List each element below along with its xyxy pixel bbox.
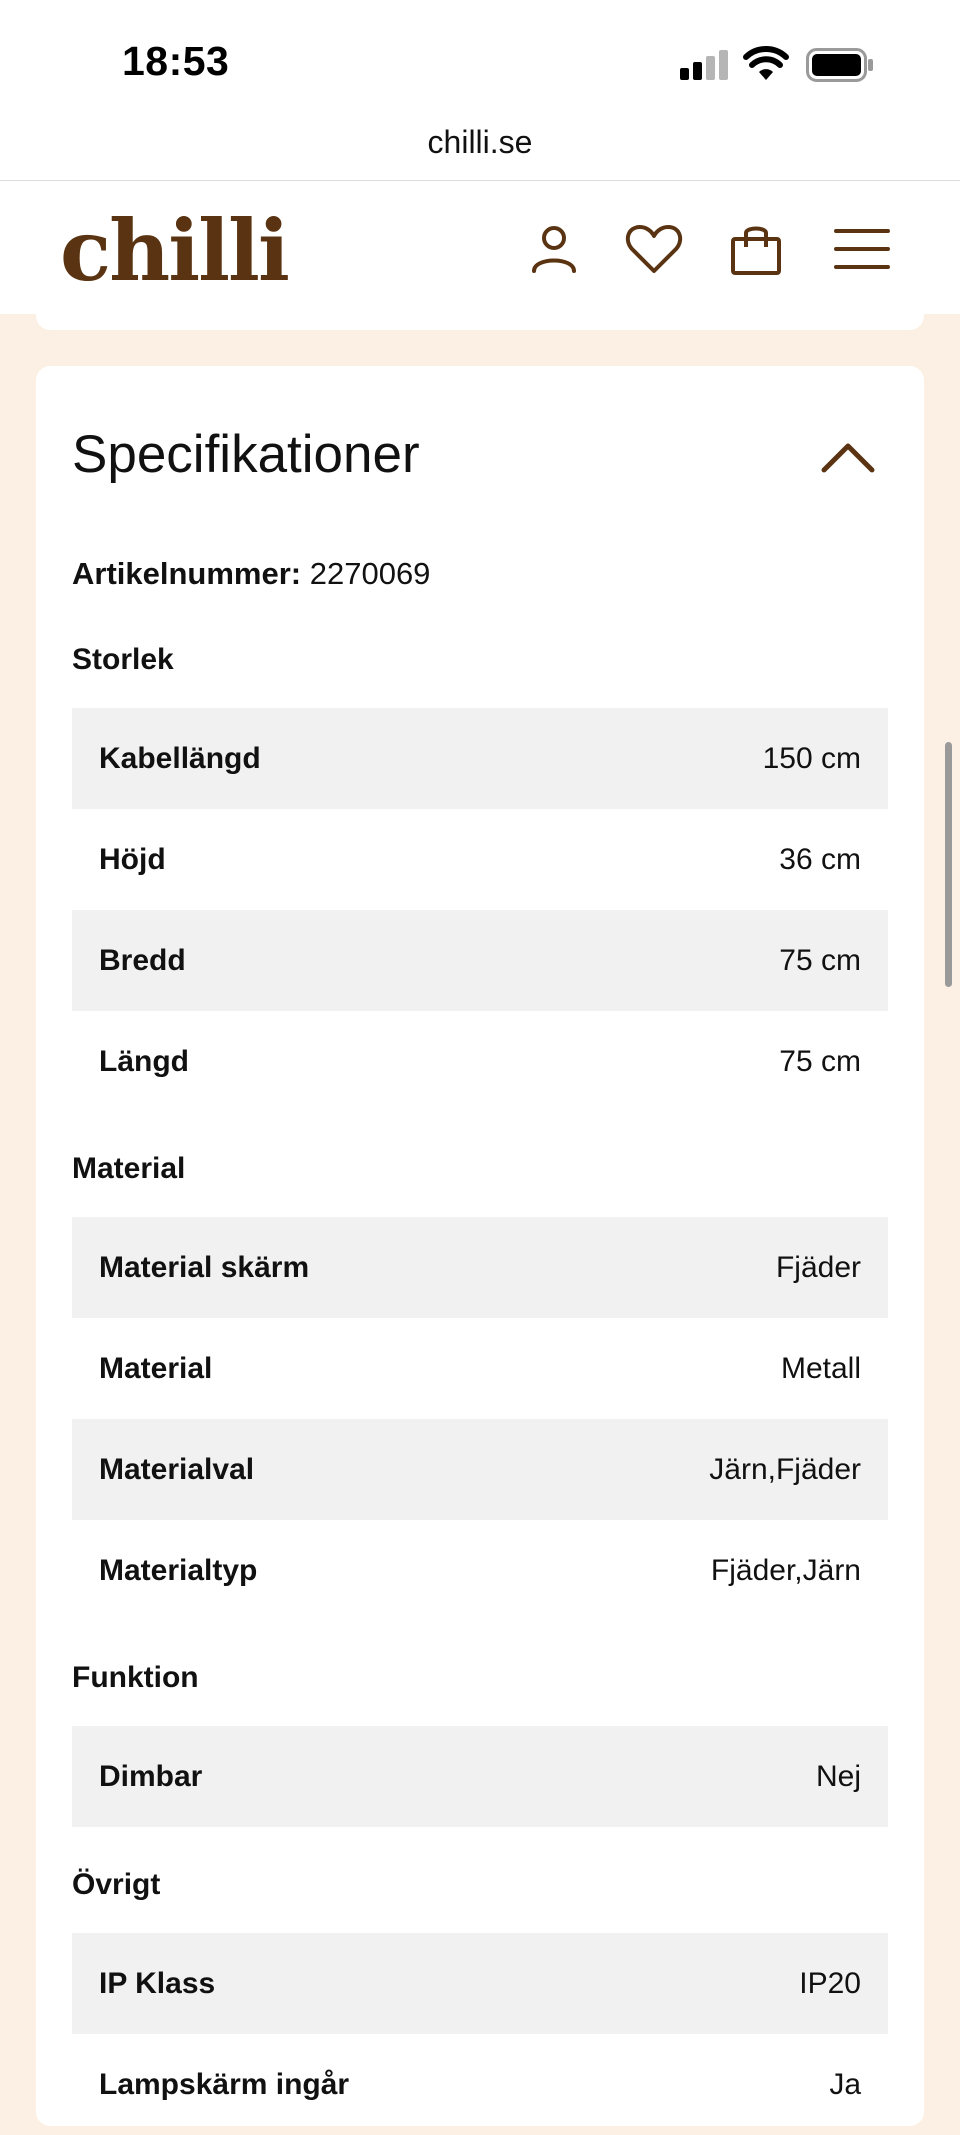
status-time: 18:53	[122, 38, 230, 84]
row-key: Materialval	[99, 1452, 255, 1486]
row-key: Material	[99, 1351, 213, 1385]
row-key: Materialtyp	[99, 1553, 258, 1587]
heart-icon[interactable]	[624, 219, 684, 279]
row-key: Längd	[99, 1044, 189, 1078]
other-table	[72, 1933, 888, 2135]
table-row	[72, 1419, 888, 1520]
site-header	[0, 181, 960, 314]
group-title-material: Material	[72, 1152, 186, 1185]
row-key: Lampskärm ingår	[99, 2067, 350, 2101]
article-number	[72, 556, 430, 592]
table-row	[72, 1318, 888, 1419]
material-table	[72, 1217, 888, 1621]
previous-card-bottom	[36, 300, 924, 330]
row-value: Ja	[829, 2067, 861, 2101]
row-value: IP20	[799, 1966, 861, 2000]
hamburger-menu-icon[interactable]	[832, 219, 892, 279]
row-value: 150 cm	[762, 741, 861, 775]
table-row	[72, 1726, 888, 1827]
row-value: Nej	[815, 1759, 861, 1793]
group-title-size: Storlek	[72, 643, 174, 676]
site-logo[interactable]: chilli	[60, 201, 288, 300]
scrollbar[interactable]	[945, 742, 952, 987]
status-bar	[0, 0, 960, 118]
table-row	[72, 1011, 888, 1112]
specifications-title[interactable]: Specifikationer	[72, 425, 420, 484]
size-table	[72, 708, 888, 1112]
cellular-signal-icon	[680, 50, 732, 80]
table-row	[72, 910, 888, 1011]
row-key: Dimbar	[99, 1759, 203, 1793]
row-value: Fjäder	[775, 1250, 861, 1284]
group-title-function: Funktion	[72, 1661, 199, 1694]
row-value: Metall	[780, 1351, 861, 1385]
specifications-card	[36, 366, 924, 2126]
battery-icon	[806, 48, 874, 82]
row-value: Fjäder,Järn	[710, 1553, 861, 1587]
table-row	[72, 708, 888, 809]
table-row	[72, 2034, 888, 2135]
row-key: Material skärm	[99, 1250, 310, 1284]
row-value: 36 cm	[779, 842, 861, 876]
user-icon[interactable]	[524, 219, 584, 279]
chevron-up-icon[interactable]	[820, 438, 876, 478]
row-value: 75 cm	[779, 1044, 861, 1078]
table-row	[72, 1217, 888, 1318]
article-number-label: Artikelnummer:	[72, 556, 302, 591]
shopping-bag-icon[interactable]	[726, 219, 786, 279]
table-row	[72, 1520, 888, 1621]
row-key: IP Klass	[99, 1966, 216, 2000]
row-value: Järn,Fjäder	[709, 1452, 861, 1486]
function-table	[72, 1726, 888, 1827]
row-key: Kabellängd	[99, 741, 261, 775]
article-number-value: 2270069	[309, 556, 431, 591]
url-text: chilli.se	[427, 124, 533, 160]
table-row	[72, 809, 888, 910]
group-title-other: Övrigt	[72, 1868, 161, 1901]
row-key: Höjd	[99, 842, 166, 876]
row-value: 75 cm	[779, 943, 861, 977]
browser-url-bar[interactable]	[0, 118, 960, 181]
table-row	[72, 1933, 888, 2034]
row-key: Bredd	[99, 943, 186, 977]
wifi-icon	[743, 46, 789, 82]
